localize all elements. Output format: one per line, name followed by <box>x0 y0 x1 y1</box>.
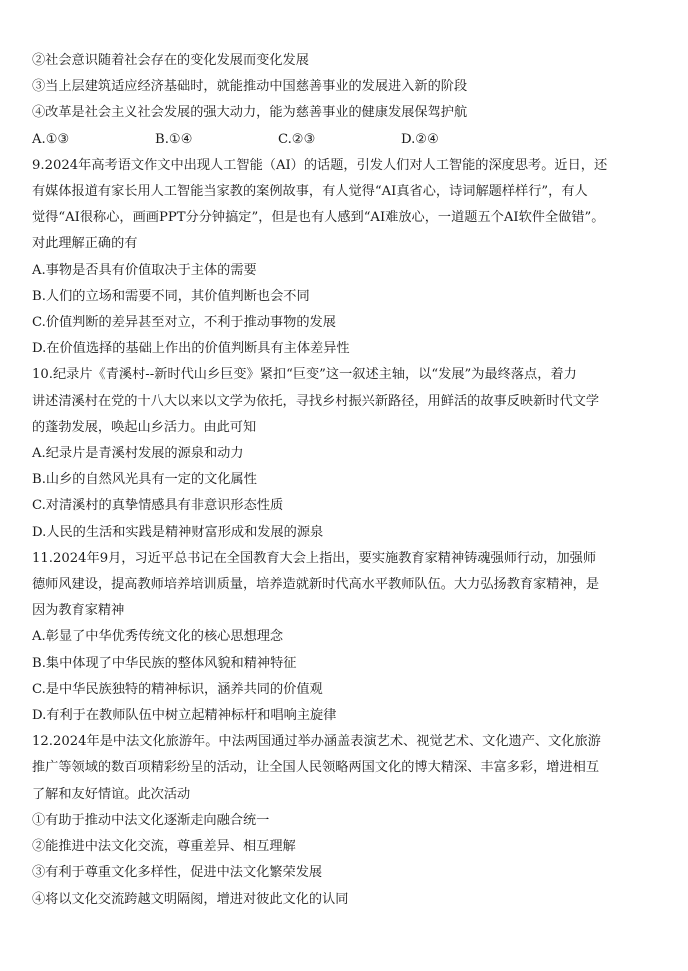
exam-page <box>32 48 662 913</box>
q11-option-d: D.有利于在教师队伍中树立起精神标杆和唱响主旋律 <box>32 708 337 724</box>
q8-option-d: D.②④ <box>401 131 439 147</box>
q8-option-c: C.②③ <box>278 131 316 147</box>
q11-stem-line: 因为教育家精神 <box>32 603 125 619</box>
q9-stem-line: 觉得“AI很称心，画画PPT分分钟搞定”，但是也有人感到“AI难放心，一道题五个AI软件全做错”。 <box>32 210 605 226</box>
q9-stem-line: 对此理解正确的有 <box>32 236 138 252</box>
q9-stem-line: 9.2024年高考语文作文中出现人工智能（AI）的话题，引发人们对人工智能的深度思考。近日，还 <box>32 157 608 173</box>
q9-option-c: C.价值判断的差异甚至对立，不利于推动事物的发展 <box>32 315 336 331</box>
q10-stem-line: 讲述清溪村在党的十八大以来以文学为依托，寻找乡村振兴新路径，用鲜活的故事反映新时代文学 <box>32 393 600 409</box>
q8-statement-2: ②社会意识随着社会存在的变化发展而变化发展 <box>32 53 309 68</box>
q10-option-a: A.纪录片是青溪村发展的源泉和动力 <box>32 446 244 462</box>
q11-stem-line: 11.2024年9月，习近平总书记在全国教育大会上指出，要实施教育家精神铸魂强师行动，加强师 <box>32 550 597 566</box>
q10-stem-line: 的蓬勃发展，唤起山乡活力。由此可知 <box>32 419 257 435</box>
q12-statement-1: ①有助于推动中法文化逐渐走向融合统一 <box>32 812 270 828</box>
q12-stem-line: 推广等领域的数百项精彩纷呈的活动，让全国人民领略两国文化的博大精深、丰富多彩，增进相互 <box>32 760 600 776</box>
q11-stem-line: 德师风建设，提高教师培养培训质量，培养造就新时代高水平教师队伍。大力弘扬教育家精神，是 <box>32 577 600 593</box>
q11-option-c: C.是中华民族独特的精神标识，涵养共同的价值观 <box>32 681 323 697</box>
q8-statement-3: ③当上层建筑适应经济基础时，就能推动中国慈善事业的发展进入新的阶段 <box>32 79 468 95</box>
q12-stem-line: 12.2024年是中法文化旅游年。中法两国通过举办涵盖表演艺术、视觉艺术、文化遗产、文化旅游 <box>32 734 601 750</box>
q8-options <box>32 127 662 153</box>
q12-statement-4: ④将以文化交流跨越文明隔阂，增进对彼此文化的认同 <box>32 891 349 907</box>
q11-option-a: A.彰显了中华优秀传统文化的核心思想理念 <box>32 629 284 645</box>
q9-option-d: D.在价值选择的基础上作出的价值判断具有主体差异性 <box>32 341 350 357</box>
q12-statement-2: ②能推进中法文化交流，尊重差异、相互理解 <box>32 839 296 855</box>
q10-stem-line: 10.纪录片《青溪村--新时代山乡巨变》紧扣“巨变”这一叙述主轴，以“发展”为最终落点，着力 <box>32 367 577 383</box>
q9-stem-line: 有媒体报道有家长用人工智能当家教的案例故事，有人觉得“AI真省心，诗词解题样样行”，有人 <box>32 184 588 200</box>
q9-option-b: B.人们的立场和需要不同，其价值判断也会不同 <box>32 288 310 304</box>
q12-statement-3: ③有利于尊重文化多样性，促进中法文化繁荣发展 <box>32 865 323 881</box>
q9-option-a: A.事物是否具有价值取决于主体的需要 <box>32 262 257 278</box>
q8-option-a: A.①③ <box>32 131 70 147</box>
q12-stem-line: 了解和友好情谊。此次活动 <box>32 786 191 802</box>
q10-option-b: B.山乡的自然风光具有一定的文化属性 <box>32 472 257 488</box>
q10-option-d: D.人民的生活和实践是精神财富形成和发展的源泉 <box>32 524 324 540</box>
q11-option-b: B.集中体现了中华民族的整体风貌和精神特征 <box>32 655 297 671</box>
q10-option-c: C.对清溪村的真挚情感具有非意识形态性质 <box>32 498 284 514</box>
q8-statement-4: ④改革是社会主义社会发展的强大动力，能为慈善事业的健康发展保驾护航 <box>32 105 468 121</box>
q8-option-b: B.①④ <box>155 131 193 147</box>
